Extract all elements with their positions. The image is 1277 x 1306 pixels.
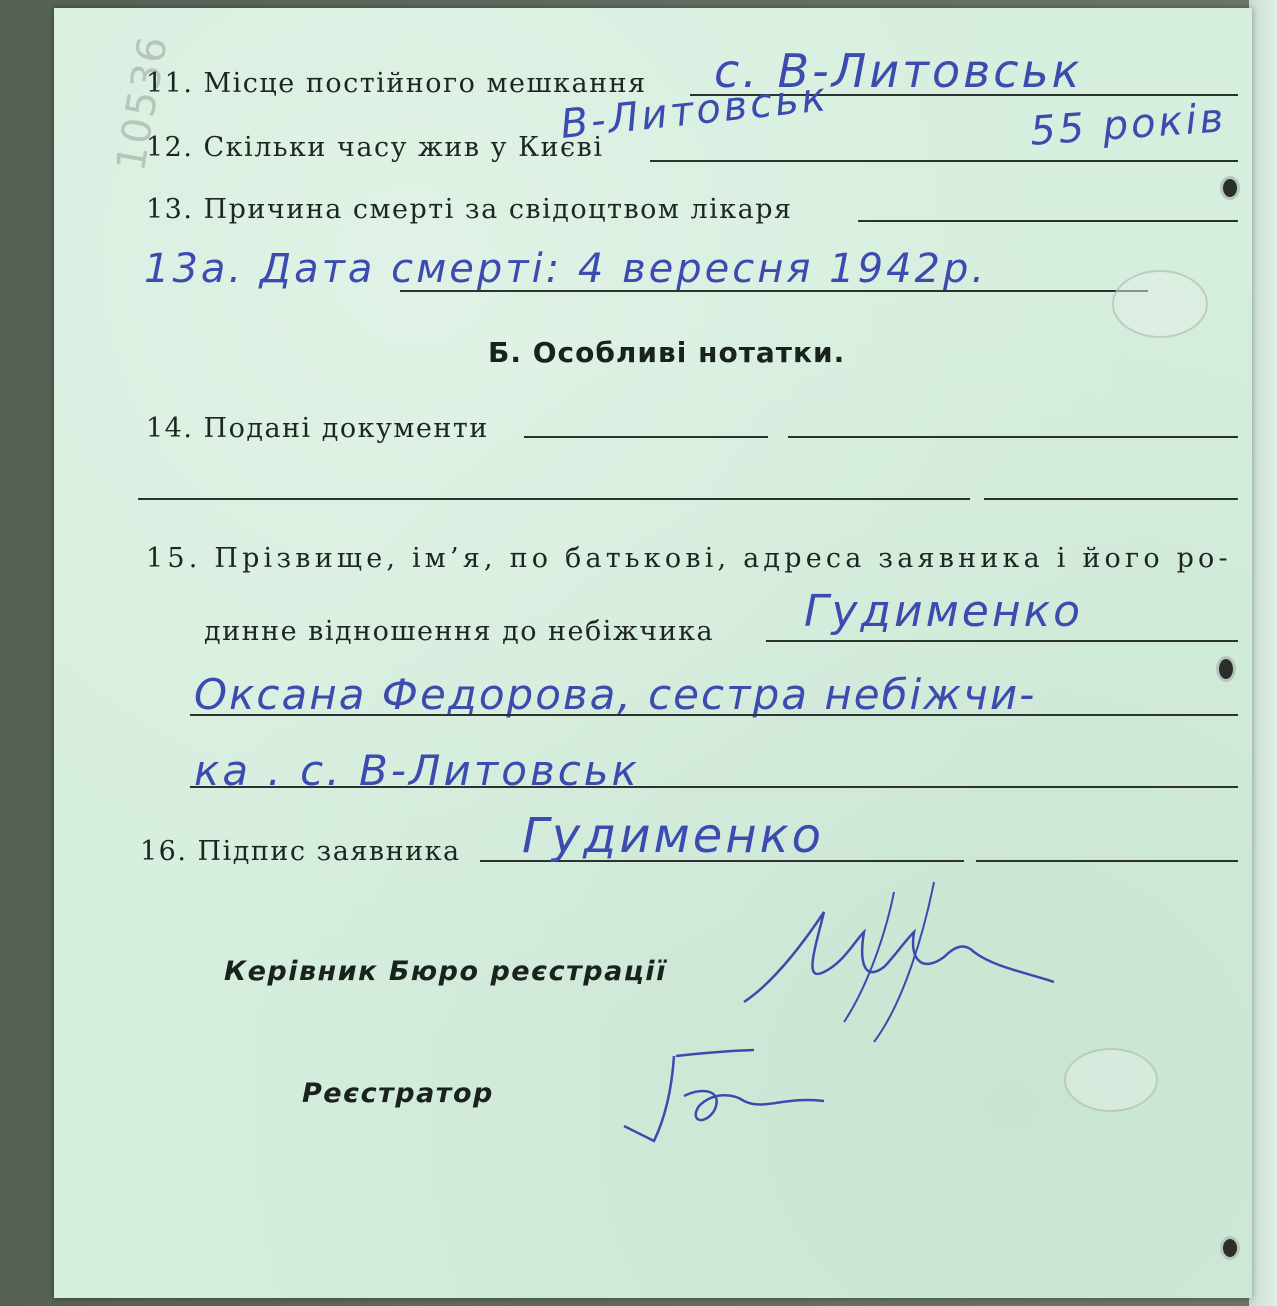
field-15-label-line1: 15. Прізвище, ім’я, по батькові, адреса заявника і його ро- — [146, 543, 1232, 574]
archive-number: 10536 — [108, 31, 178, 175]
section-title: Б. Особливі нотатки. — [488, 336, 846, 369]
field-15-line-1 — [766, 640, 1238, 642]
field-15-line-2 — [190, 714, 1238, 716]
field-11-value: с. В-Литовськ — [714, 44, 1083, 98]
field-15-label-line2: динне відношення до небіжчика — [204, 616, 715, 647]
field-14-label: 14. Подані документи — [146, 413, 489, 444]
document-sheet — [54, 8, 1252, 1298]
field-13-line-2 — [400, 290, 1148, 292]
registrar-label: Реєстратор — [302, 1078, 494, 1109]
punch-hole — [1216, 656, 1236, 682]
field-11-label: 11. Місце постійного мешкання — [146, 68, 647, 99]
field-14-line-c — [138, 498, 970, 500]
field-16-label: 16. Підпис заявника — [140, 836, 461, 867]
punch-hole — [1220, 176, 1240, 200]
field-12-label: 12. Скільки часу жив у Києві — [146, 132, 604, 163]
field-16-line-b — [976, 860, 1238, 862]
field-15-line-3 — [190, 786, 1238, 788]
field-12-line — [650, 160, 1238, 162]
field-13-label: 13. Причина смерті за свідоцтвом лікаря — [146, 194, 793, 225]
field-15-value-line3: ка . с. В-Литовськ — [194, 746, 640, 795]
registrar-signature — [614, 1036, 834, 1156]
head-of-bureau-label: Керівник Бюро реєстрації — [224, 956, 667, 987]
field-13-line — [858, 220, 1238, 222]
field-15-value-line2: Оксана Федорова, сестра небіжчи- — [194, 670, 1037, 719]
field-13-value: 13а. Дата смерті: 4 вересня 1942р. — [144, 246, 988, 292]
field-16-signature: Гудименко — [522, 808, 825, 864]
field-14-line-b — [788, 436, 1238, 438]
field-15-value-line1: Гудименко — [804, 586, 1084, 637]
adjacent-page-edge — [1249, 0, 1277, 1306]
punch-hole — [1220, 1236, 1240, 1260]
paper-stain — [1064, 1048, 1158, 1112]
paper-stain — [1112, 270, 1208, 338]
field-11-value-extra: В-Литовськ — [558, 74, 831, 148]
field-12-value: 55 років — [1028, 95, 1228, 155]
field-14-line-a — [524, 436, 768, 438]
head-signature — [734, 872, 1074, 1062]
field-14-line-d — [984, 498, 1238, 500]
